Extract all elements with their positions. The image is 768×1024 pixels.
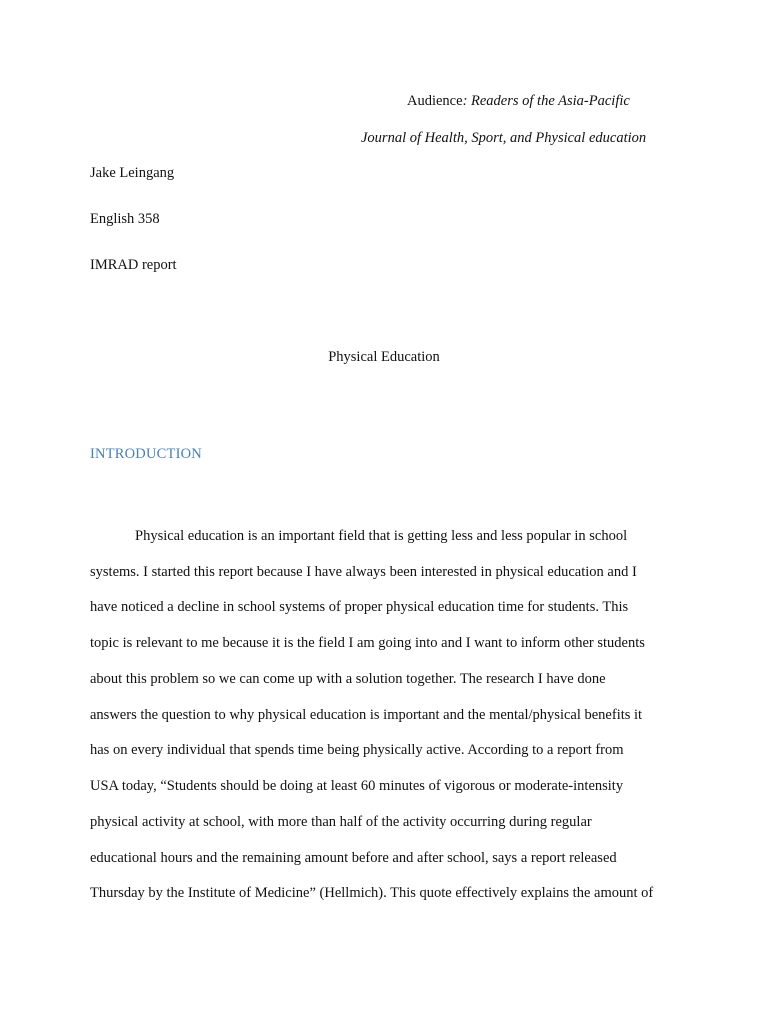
paragraph-line: has on every individual that spends time being physically active. According to a report from: [90, 742, 624, 758]
audience-label: Audience: [407, 93, 463, 109]
paragraph-line: answers the question to why physical education is important and the mental/physical benefits it: [90, 707, 643, 723]
audience-line: [407, 92, 630, 110]
course-name: English 358: [90, 211, 160, 227]
audience-text: : Readers of the Asia-Pacific: [462, 93, 630, 109]
paragraph-line: USA today, “Students should be doing at least 60 minutes of vigorous or moderate-intensity: [90, 778, 624, 794]
document-title: Physical Education: [328, 349, 440, 365]
paragraph-line: Physical education is an important field that is getting less and less popular in school: [135, 528, 628, 544]
paragraph-line: about this problem so we can come up with a solution together. The research I have done: [90, 671, 606, 687]
section-heading: INTRODUCTION: [90, 446, 202, 462]
paragraph-line: systems. I started this report because I have always been interested in physical education and I: [90, 564, 637, 580]
paragraph-line: educational hours and the remaining amount before and after school, says a report released: [90, 850, 617, 866]
journal-line: Journal of Health, Sport, and Physical education: [361, 130, 647, 146]
paragraph-line: physical activity at school, with more than half of the activity occurring during regular: [90, 814, 592, 830]
paragraph-line: Thursday by the Institute of Medicine” (Hellmich). This quote effectively explains the amount of: [90, 885, 654, 901]
assignment-type: IMRAD report: [90, 257, 177, 273]
paragraph-line: have noticed a decline in school systems of proper physical education time for students. This: [90, 599, 629, 615]
paragraph-line: topic is relevant to me because it is the field I am going into and I want to inform other students: [90, 635, 645, 651]
author-name: Jake Leingang: [90, 165, 175, 181]
